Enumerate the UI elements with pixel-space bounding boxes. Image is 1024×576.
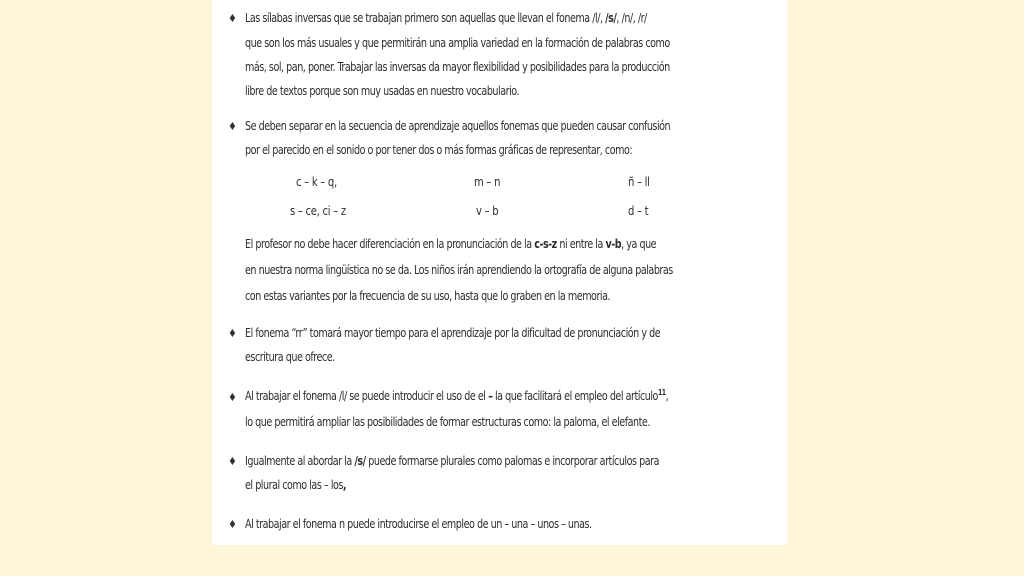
item2-line1: Se deben separar en la secuencia de aprendizaje aquellos fonemas que pueden causar confusión bbox=[245, 118, 671, 133]
para-line2: en nuestra norma lingüística no se da. Los niños irán aprendiendo la ortografía de alguna palabras bbox=[245, 262, 673, 277]
item1-line3: más, sol, pan, poner. Trabajar las inversas da mayor flexibilidad y posibilidades para la producción bbox=[245, 59, 670, 74]
item4-line1: Al trabajar el fonema /l/ se puede introducir el uso de el – la que facilitará el empleo del artículo$^{11}$, bbox=[245, 388, 669, 403]
item5-line1: Igualmente al abordar la /s/ puede formarse plurales como palomas e incorporar artículos para bbox=[245, 453, 659, 468]
letter-pair: c – k – q, bbox=[296, 174, 337, 189]
item3-line2: escritura que ofrece. bbox=[245, 349, 335, 364]
bullet-icon: ♦ bbox=[228, 455, 237, 468]
bullet-icon: ♦ bbox=[228, 12, 237, 25]
item3-line1: El fonema “rr” tomará mayor tiempo para el aprendizaje por la dificultad de pronunciación y de bbox=[245, 325, 661, 340]
item1-line4: libre de textos porque son muy usadas en nuestro vocabulario. bbox=[245, 83, 520, 98]
letter-pair: m – n bbox=[474, 174, 501, 189]
document-page bbox=[212, 0, 787, 545]
item4-line2: lo que permitirá ampliar las posibilidades de formar estructuras como: la paloma, el elefante. bbox=[245, 414, 650, 429]
letter-pair: v – b bbox=[476, 203, 499, 218]
bullet-icon: ♦ bbox=[228, 391, 237, 404]
bullet-icon: ♦ bbox=[228, 327, 237, 340]
para-line1: El profesor no debe hacer diferenciación en la pronunciación de la c-s-z ni entre la v-b, ya que bbox=[245, 236, 657, 251]
bullet-icon: ♦ bbox=[228, 518, 237, 531]
item6-line1: Al trabajar el fonema n puede introducirse el empleo de un – una – unos – unas. bbox=[245, 516, 592, 531]
item1-line1: Las sílabas inversas que se trabajan primero son aquellas que llevan el fonema /l/, /s/, /n/, /r/ bbox=[245, 10, 647, 25]
bullet-icon: ♦ bbox=[228, 120, 237, 133]
item5-line2: el plural como las – los, bbox=[245, 477, 347, 492]
para-line3: con estas variantes por la frecuencia de su uso, hasta que lo graben en la memoria. bbox=[245, 288, 611, 303]
letter-pair: s – ce, ci – z bbox=[290, 203, 346, 218]
letter-pair: d – t bbox=[628, 203, 649, 218]
item2-line2: por el parecido en el sonido o por tener dos o más formas gráficas de representar, como: bbox=[245, 142, 633, 157]
letter-pair: ñ – ll bbox=[628, 174, 650, 189]
item1-line2: que son los más usuales y que permitirán una amplia variedad en la formación de palabras como bbox=[245, 35, 670, 50]
